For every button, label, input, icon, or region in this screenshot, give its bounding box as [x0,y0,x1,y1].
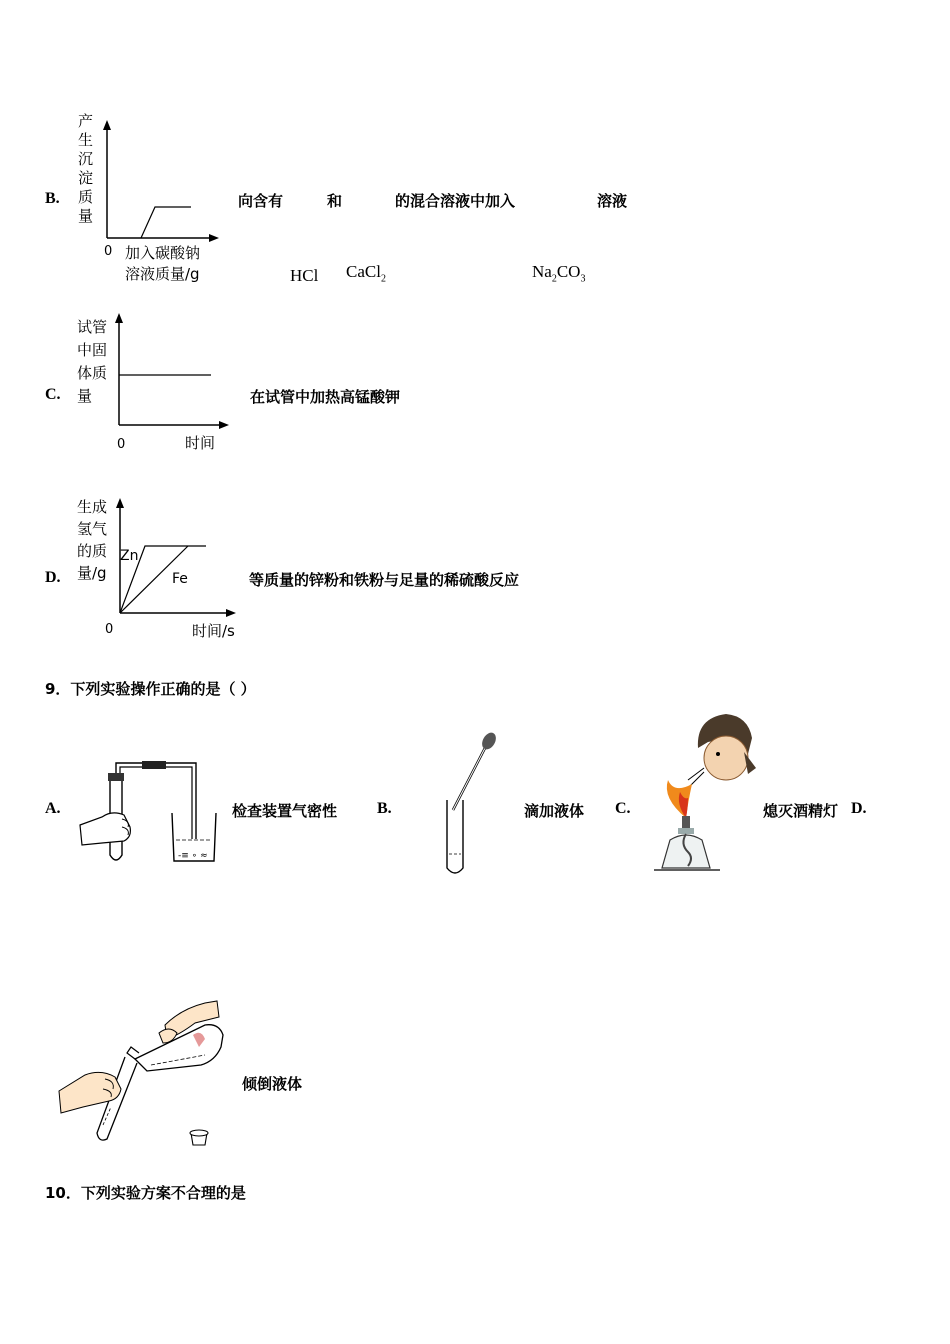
option-c-label: C. [45,386,61,403]
chart-b-xlabel-2: 溶液质量/g [125,265,200,283]
question-9-title: 9．下列实验操作正确的是（ ） [45,680,256,698]
question-10-title: 10．下列实验方案不合理的是 [45,1184,246,1202]
option-c-text: 在试管中加热高锰酸钾 [250,388,401,406]
q9-c-label: C. [615,800,631,817]
chart-c-ylabel: 试管 中固 体质 量 [77,318,108,405]
q9-c-text: 熄灭酒精灯 [763,802,839,820]
option-b-text-4: 溶液 [597,192,628,210]
chart-c [105,308,235,458]
q9-d-label: D. [851,800,867,817]
option-b-text-1: 向含有 [238,192,284,210]
chart-b-ylabel: 产 生 沉 淀 质 量 [78,112,94,225]
airtightness-apparatus-image [72,755,232,870]
q9-b-text: 滴加液体 [524,802,585,820]
chart-d-fe-label: Fe [172,571,188,587]
dropper-test-tube-image [435,730,505,880]
svg-text:-≡ ∘ ≈: -≡ ∘ ≈ [178,851,208,861]
chart-c-xlabel: 时间 [185,434,216,452]
q9-b-label: B. [377,800,392,817]
formula-hcl: HCl [290,266,319,285]
chart-d-xlabel: 时间/s [192,622,235,640]
q9-d-text: 倾倒液体 [242,1075,303,1093]
chart-d-zn-label: Zn [120,548,139,564]
chart-c-origin: 0 [117,437,126,452]
formula-cacl2: CaCl$_2$ [346,262,386,285]
chart-b [95,118,225,288]
chart-b-origin: 0 [104,244,113,259]
blowing-alcohol-lamp-image [648,708,763,876]
option-b-label: B. [45,190,60,207]
chart-b-curve [141,207,191,238]
chart-b-xlabel-1: 加入碳酸钠 [125,244,201,262]
option-d-text: 等质量的锌粉和铁粉与足量的稀硫酸反应 [249,571,520,589]
formula-na2co3: $Na_2CO_3$ [532,262,586,285]
option-b-text-2: 和 [327,192,343,210]
chart-d-origin: 0 [105,622,114,637]
q9-a-text: 检查装置气密性 [232,802,338,820]
option-d-label: D. [45,569,61,586]
chart-d [100,492,245,642]
q9-a-label: A. [45,800,61,817]
option-b-text-3: 的混合溶液中加入 [395,192,516,210]
chart-d-ylabel: 生成 氢气 的质 量/g [77,498,108,582]
pouring-liquid-image [55,995,230,1155]
